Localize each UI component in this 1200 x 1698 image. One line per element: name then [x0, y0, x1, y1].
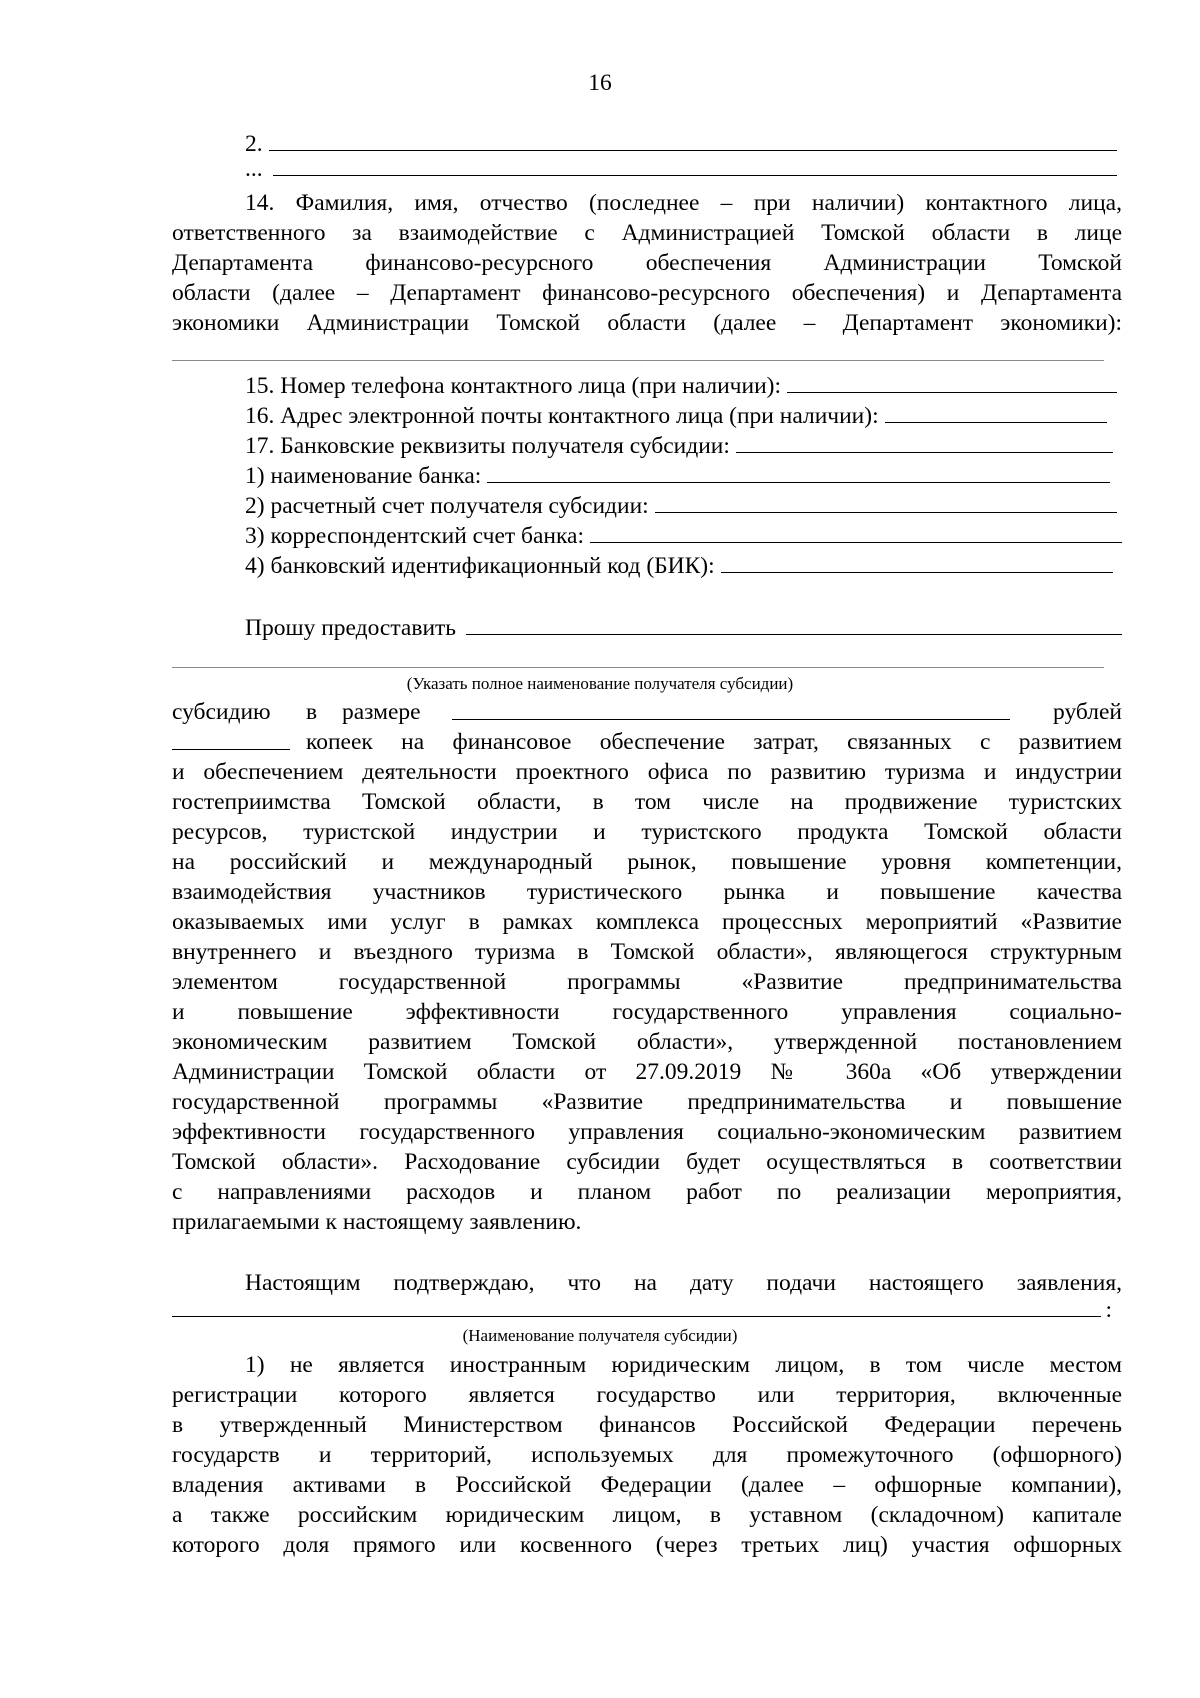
amount-rubles-blank — [452, 697, 1010, 720]
recipient-name-line — [172, 667, 1104, 668]
item-ellipsis-label: ... — [245, 156, 263, 182]
item-2-blank — [269, 128, 1117, 151]
preposition-word: в — [306, 699, 318, 725]
kopeks-row — [172, 727, 1122, 757]
item-17-row — [245, 430, 1113, 461]
bank-name-blank — [487, 460, 1110, 483]
contact-person-line — [172, 360, 1104, 361]
email-blank — [885, 400, 1107, 423]
item-16-row — [245, 400, 1107, 431]
bank-name-row — [245, 460, 1110, 491]
clause-line-6: а также российским юридическим лицом, в уставном (складочном) капитале — [172, 1502, 1122, 1528]
subsidy-amount-row — [172, 697, 1122, 727]
body-line-14: Томской области». Расходование субсидии будет осуществляться в соответствии — [172, 1149, 1122, 1175]
item-15-label: 15. Номер телефона контактного лица (при наличии): — [245, 373, 782, 399]
body-line-2: гостеприимства Томской области, в том числе на продвижение туристских — [172, 789, 1122, 815]
account-blank — [655, 490, 1117, 513]
item-ellipsis-blank — [273, 153, 1117, 176]
request-row — [245, 612, 1122, 643]
body-line-9: и повышение эффективности государственного управления социально- — [172, 999, 1122, 1025]
page-number: 16 — [588, 70, 612, 96]
item-14-line-5: экономики Администрации Томской области (далее – Департамент экономики): — [172, 310, 1122, 336]
item-14-line-4: области (далее – Департамент финансово-ресурсного обеспечения) и Департамента — [172, 280, 1122, 306]
bik-row — [245, 550, 1113, 581]
request-label: Прошу предоставить — [245, 615, 457, 641]
item-14-line-1: 14. Фамилия, имя, отчество (последнее – при наличии) контактного лица, — [245, 190, 1122, 216]
clause-line-1: 1) не является иностранным юридическим лицом, в том числе местом — [245, 1352, 1122, 1378]
clause-line-2: регистрации которого является государство или территория, включенные — [172, 1382, 1122, 1408]
item-2-label: 2. — [245, 131, 263, 157]
clause-line-7: которого доля прямого или косвенного (через третьих лиц) участия офшорных — [172, 1532, 1122, 1558]
recipient-name-blank — [172, 1294, 1101, 1317]
body-line-10: экономическим развитием Томской области», утвержденной постановлением — [172, 1029, 1122, 1055]
amount-word: размере — [342, 699, 421, 725]
confirm-line: Настоящим подтверждаю, что на дату подачи настоящего заявления, — [245, 1270, 1122, 1296]
body-line-1: и обеспечением деятельности проектного офиса по развитию туризма и индустрии — [172, 759, 1122, 785]
body-line-8: элементом государственной программы «Развитие предпринимательства — [172, 969, 1122, 995]
bank-details-blank — [736, 430, 1113, 453]
body-line-12: государственной программы «Развитие предпринимательства и повышение — [172, 1089, 1122, 1115]
caption-recipient-full: (Указать полное наименование получателя субсидии) — [406, 674, 794, 693]
item-16-label: 16. Адрес электронной почты контактного лица (при наличии): — [245, 403, 879, 429]
corr-account-blank — [590, 520, 1122, 543]
kopeks-text: копеек на финансовое обеспечение затрат, связанных с развитием — [306, 729, 1122, 755]
subsidy-word: субсидию — [172, 699, 271, 725]
item-ellipsis-row — [245, 153, 1117, 184]
corr-account-label: 3) корреспондентский счет банка: — [245, 523, 585, 549]
kopeks-blank — [172, 727, 290, 750]
body-line-11: Администрации Томской области от 27.09.2019 № 360а «Об утверждении — [172, 1059, 1122, 1085]
confirm-colon: : — [1105, 1297, 1112, 1323]
item-17-label: 17. Банковские реквизиты получателя субсидии: — [245, 433, 730, 459]
rubles-label: рублей — [1053, 699, 1122, 725]
body-line-6: оказываемых ими услуг в рамках комплекса процессных мероприятий «Развитие — [172, 909, 1122, 935]
clause-line-3: в утвержденный Министерством финансов Российской Федерации перечень — [172, 1412, 1122, 1438]
account-label: 2) расчетный счет получателя субсидии: — [245, 493, 649, 519]
account-row — [245, 490, 1117, 521]
recipient-name-row — [172, 1294, 1112, 1325]
body-line-16: прилагаемыми к настоящему заявлению. — [172, 1209, 582, 1235]
bik-label: 4) банковский идентификационный код (БИК): — [245, 553, 715, 579]
body-line-13: эффективности государственного управления социально-экономическим развитием — [172, 1119, 1122, 1145]
item-14-line-2: ответственного за взаимодействие с Администрацией Томской области в лице — [172, 220, 1122, 246]
caption-recipient: (Наименование получателя субсидии) — [462, 1326, 738, 1345]
clause-line-5: владения активами в Российской Федерации (далее – офшорные компании), — [172, 1472, 1122, 1498]
clause-line-4: государств и территорий, используемых для промежуточного (офшорного) — [172, 1442, 1122, 1468]
body-line-3: ресурсов, туристской индустрии и туристского продукта Томской области — [172, 819, 1122, 845]
bik-blank — [721, 550, 1113, 573]
body-line-4: на российский и международный рынок, повышение уровня компетенции, — [172, 849, 1122, 875]
request-blank — [466, 612, 1122, 635]
body-line-7: внутреннего и въездного туризма в Томской области», являющегося структурным — [172, 939, 1122, 965]
phone-blank — [787, 370, 1117, 393]
item-15-row — [245, 370, 1117, 401]
item-14-line-3: Департамента финансово-ресурсного обеспечения Администрации Томской — [172, 250, 1122, 276]
body-line-15: с направлениями расходов и планом работ по реализации мероприятия, — [172, 1179, 1122, 1205]
corr-account-row — [245, 520, 1122, 551]
body-line-5: взаимодействия участников туристического рынка и повышение качества — [172, 879, 1122, 905]
bank-name-label: 1) наименование банка: — [245, 463, 482, 489]
